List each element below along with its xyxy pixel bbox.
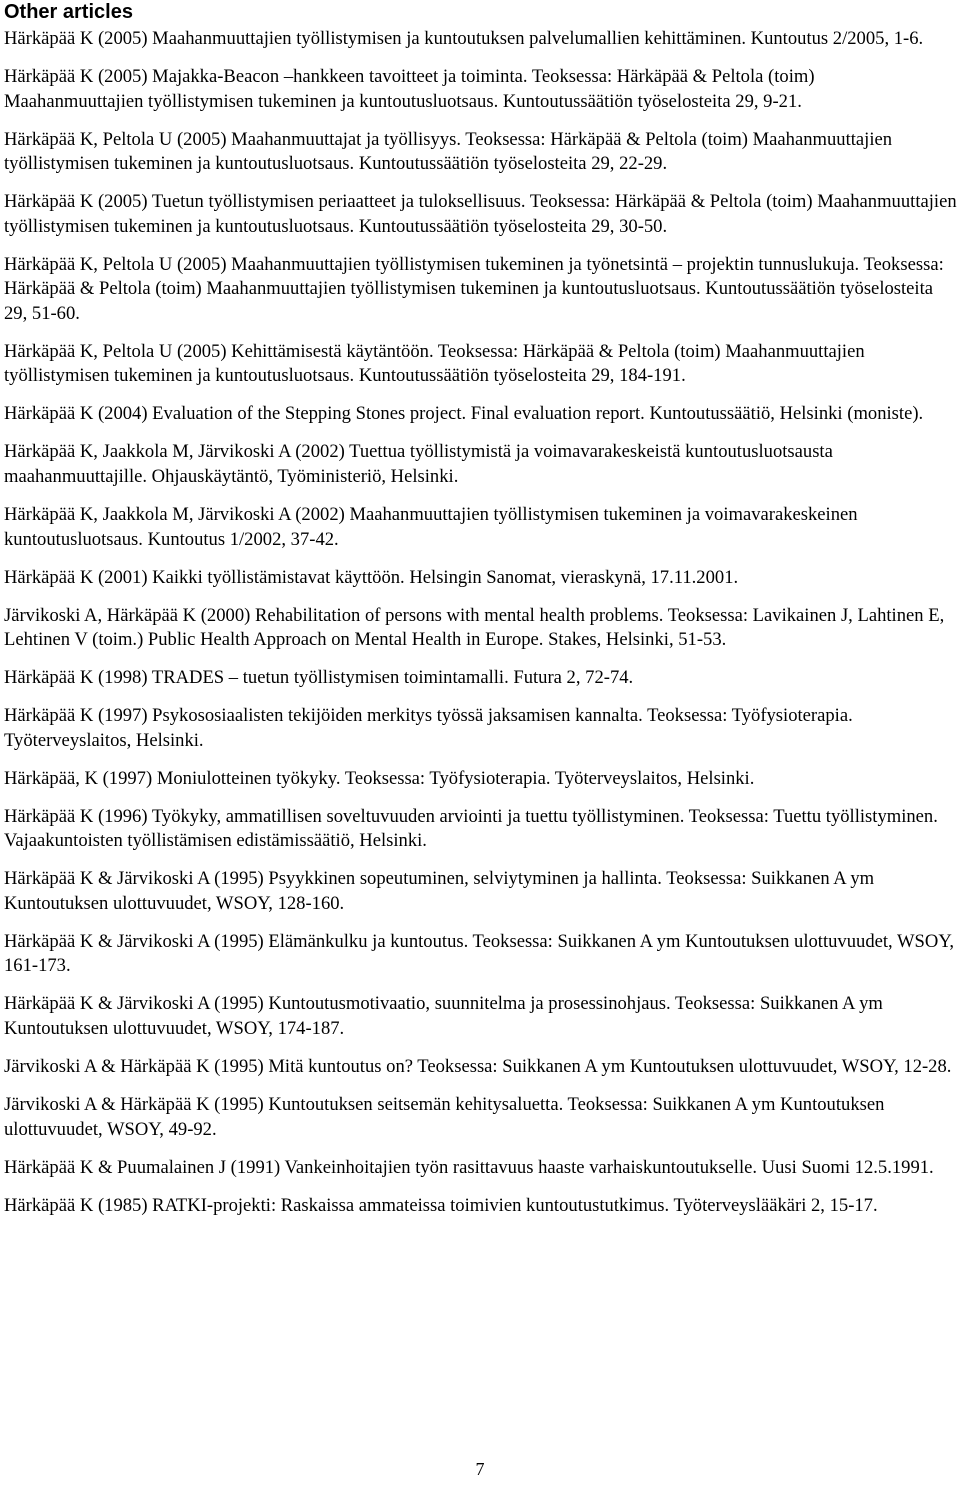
reference-entry: Härkäpää K (2001) Kaikki työllistämistavat käyttöön. Helsingin Sanomat, vieraskynä, 17.11.2001. [4, 566, 739, 588]
page-number: 7 [475, 1459, 485, 1479]
reference-entry: Härkäpää, K (1997) Moniulotteinen työkyky. Teoksessa: Työfysioterapia. Työterveyslaitos, Helsinki. [4, 767, 755, 789]
reference-entry: Härkäpää K, Peltola U (2005) Kehittämisestä käytäntöön. Teoksessa: Härkäpää & Peltola (toim) Maahanmuuttajien työllistymisen tukeminen ja kuntoutusluotsaus. Kuntoutussäätiön työselosteita 29, 184-191. [4, 340, 865, 387]
reference-entry: Härkäpää K (2005) Tuetun työllistymisen periaatteet ja tuloksellisuus. Teoksessa: Härkäpää & Peltola (toim) Maahanmuuttajien työllistymisen tukeminen ja kuntoutusluotsaus. Kuntoutussäätiön työselosteita 29, 30-50. [4, 191, 957, 237]
reference-entry: Härkäpää K & Järvikoski A (1995) Psyykkinen sopeutuminen, selviytyminen ja hallinta. Teoksessa: Suikkanen A ym Kuntoutuksen ulottuvuudet, WSOY, 128-160. [4, 868, 875, 914]
reference-entry: Härkäpää K & Järvikoski A (1995) Elämänkulku ja kuntoutus. Teoksessa: Suikkanen A ym Kuntoutuksen ulottuvuudet, WSOY, 161-173. [4, 930, 954, 977]
reference-entry: Järvikoski A & Härkäpää K (1995) Mitä kuntoutus on? Teoksessa: Suikkanen A ym Kuntoutuksen ulottuvuudet, WSOY, 12-28. [4, 1056, 952, 1078]
reference-list [4, 27, 958, 1218]
reference-entry: Härkäpää K, Jaakkola M, Järvikoski A (2002) Maahanmuuttajien työllistymisen tukeminen ja voimavarakeskeinen kuntoutusluotsaus. Kuntoutus 1/2002, 37-42. [4, 504, 858, 550]
reference-entry: Härkäpää K (1998) TRADES – tuetun työllistymisen toimintamalli. Futura 2, 72-74. [4, 667, 634, 689]
reference-entry: Järvikoski A, Härkäpää K (2000) Rehabilitation of persons with mental health problems. Teoksessa: Lavikainen J, Lahtinen E, Lehtinen V (toim.) Public Health Approach on Mental Health in Europe. Stakes, Helsinki, 51-53. [4, 604, 945, 651]
reference-entry: Härkäpää K (2004) Evaluation of the Stepping Stones project. Final evaluation report. Kuntoutussäätiö, Helsinki (moniste). [4, 403, 924, 425]
reference-entry: Härkäpää K (1996) Työkyky, ammatillisen soveltuvuuden arviointi ja tuettu työllistyminen. Teoksessa: Tuettu työllistyminen. Vajaakuntoisten työllistämisen edistämissäätiö, Helsinki. [4, 805, 938, 852]
reference-entry: Härkäpää K, Jaakkola M, Järvikoski A (2002) Tuettua työllistymistä ja voimavarakeskeistä kuntoutusluotsausta maahanmuuttajille. Ohjauskäytäntö, Työministeriö, Helsinki. [4, 441, 833, 488]
reference-entry: Järvikoski A & Härkäpää K (1995) Kuntoutuksen seitsemän kehitysaluetta. Teoksessa: Suikkanen A ym Kuntoutuksen ulottuvuudet, WSOY, 49-92. [4, 1094, 885, 1140]
reference-entry: Härkäpää K (2005) Maahanmuuttajien työllistymisen ja kuntoutuksen palvelumallien kehittäminen. Kuntoutus 2/2005, 1-6. [4, 28, 924, 49]
reference-entry: Härkäpää K & Järvikoski A (1995) Kuntoutusmotivaatio, suunnitelma ja prosessinohjaus. Teoksessa: Suikkanen A ym Kuntoutuksen ulottuvuudet, WSOY, 174-187. [4, 993, 883, 1040]
reference-entry: Härkäpää K, Peltola U (2005) Maahanmuuttajat ja työllisyys. Teoksessa: Härkäpää & Peltola (toim) Maahanmuuttajien työllistymisen tukeminen ja kuntoutusluotsaus. Kuntoutussäätiön työselosteita 29, 22-29. [4, 128, 893, 175]
reference-entry: Härkäpää K & Puumalainen J (1991) Vankeinhoitajien työn rasittavuus haaste varhaiskuntoutukselle. Uusi Suomi 12.5.1991. [4, 1156, 934, 1178]
reference-entry: Härkäpää K (1985) RATKI-projekti: Raskaissa ammateissa toimivien kuntoutustutkimus. Työterveyslääkäri 2, 15-17. [4, 1194, 878, 1216]
reference-entry: Härkäpää K, Peltola U (2005) Maahanmuuttajien työllistymisen tukeminen ja työnetsintä – projektin tunnuslukuja. Teoksessa: Härkäpää & Peltola (toim) Maahanmuuttajien työllistymisen tukeminen ja kuntoutusluotsaus. Kuntoutussäätiön työselosteita 29, 51-60. [4, 253, 944, 324]
section-heading: Other articles [4, 1, 133, 23]
reference-entry: Härkäpää K (2005) Majakka-Beacon –hankkeen tavoitteet ja toiminta. Teoksessa: Härkäpää & Peltola (toim) Maahanmuuttajien työllistymisen tukeminen ja kuntoutusluotsaus. Kuntoutussäätiön työselosteita 29, 9-21. [4, 65, 815, 112]
reference-entry: Härkäpää K (1997) Psykososiaalisten tekijöiden merkitys työssä jaksamisen kannalta. Teoksessa: Työfysioterapia. Työterveyslaitos, Helsinki. [4, 705, 853, 751]
